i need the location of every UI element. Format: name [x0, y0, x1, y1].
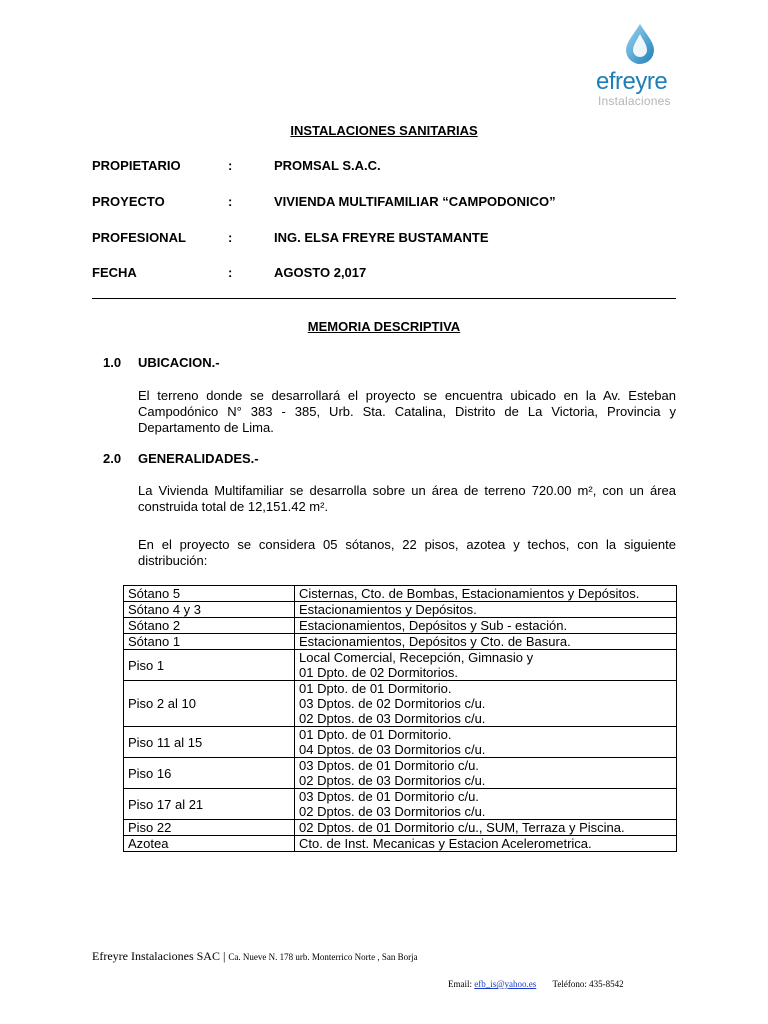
description-line: Local Comercial, Recepción, Gimnasio y	[299, 650, 534, 665]
section-title: GENERALIDADES.-	[138, 451, 259, 466]
description-line: Estacionamientos y Depósitos.	[299, 602, 477, 617]
footer-address: Ca. Nueve N. 178 urb. Monterrico Norte , San Borja	[228, 952, 418, 962]
level-cell: Sótano 4 y 3	[124, 602, 295, 618]
email-link[interactable]: efb_is@yahoo.es	[474, 979, 537, 989]
footer-company: Efreyre Instalaciones SAC |	[92, 949, 226, 963]
section-number: 2.0	[103, 451, 122, 466]
level-cell: Sótano 5	[124, 586, 295, 602]
level-cell: Piso 1	[124, 650, 295, 681]
footer-contact	[448, 979, 624, 989]
level-cell: Piso 16	[124, 758, 295, 789]
level-cell: Sótano 2	[124, 618, 295, 634]
description-cell	[295, 586, 677, 602]
table-row	[124, 634, 677, 650]
table-row	[124, 820, 677, 836]
description-line: Cisternas, Cto. de Bombas, Estacionamientos y Depósitos.	[299, 586, 640, 601]
description-line: 01 Dpto. de 01 Dormitorio.	[299, 681, 452, 696]
table-row	[124, 586, 677, 602]
section-title: UBICACION.-	[138, 355, 220, 370]
description-cell	[295, 602, 677, 618]
description-cell	[295, 618, 677, 634]
description-line: 03 Dptos. de 01 Dormitorio c/u.	[299, 758, 479, 773]
description-line: Estacionamientos, Depósitos y Cto. de Basura.	[299, 634, 571, 649]
table-row	[124, 650, 677, 681]
paragraph-distribucion: En el proyecto se considera 05 sótanos, 22 pisos, azotea y techos, con la siguiente distribución:	[138, 537, 676, 568]
description-cell	[295, 820, 677, 836]
description-cell	[295, 758, 677, 789]
document-title: INSTALACIONES SANITARIAS	[290, 123, 478, 138]
field-separator: :	[228, 194, 233, 209]
section-number: 1.0	[103, 355, 122, 370]
level-cell: Sótano 1	[124, 634, 295, 650]
description-cell	[295, 727, 677, 758]
level-cell: Piso 2 al 10	[124, 681, 295, 727]
description-cell	[295, 681, 677, 727]
logo-brand: efreyre	[596, 68, 668, 95]
distribution-table	[123, 585, 677, 852]
description-cell	[295, 650, 677, 681]
table-row	[124, 618, 677, 634]
description-line: 02 Dptos. de 01 Dormitorio c/u., SUM, Terraza y Piscina.	[299, 820, 625, 835]
description-cell	[295, 836, 677, 852]
paragraph-ubicacion: El terreno donde se desarrollará el proyecto se encuentra ubicado en la Av. Esteban Campodónico N° 383 - 385, Urb. Sta. Catalina, Distrito de La Victoria, Provincia y Departamento de Lima.	[138, 388, 676, 435]
field-value: VIVIENDA MULTIFAMILIAR “CAMPODONICO”	[274, 194, 556, 209]
water-drop-icon	[618, 22, 662, 66]
description-line: 02 Dptos. de 03 Dormitorios c/u.	[299, 711, 486, 726]
table-row	[124, 602, 677, 618]
table-row	[124, 727, 677, 758]
description-line: 04 Dptos. de 03 Dormitorios c/u.	[299, 742, 486, 757]
field-label: PROFESIONAL	[92, 230, 186, 245]
field-label: FECHA	[92, 265, 137, 280]
description-line: Estacionamientos, Depósitos y Sub - estación.	[299, 618, 568, 633]
phone-text: Teléfono: 435-8542	[552, 979, 624, 989]
table-row	[124, 758, 677, 789]
description-line: 01 Dpto. de 02 Dormitorios.	[299, 665, 458, 680]
table-row	[124, 836, 677, 852]
description-line: 01 Dpto. de 01 Dormitorio.	[299, 727, 452, 742]
company-logo	[590, 22, 690, 110]
field-value: PROMSAL S.A.C.	[274, 158, 381, 173]
description-cell	[295, 634, 677, 650]
logo-subtitle: Instalaciones	[598, 94, 671, 108]
table-row	[124, 789, 677, 820]
field-value: ING. ELSA FREYRE BUSTAMANTE	[274, 230, 489, 245]
divider-line	[92, 298, 676, 299]
description-line: 02 Dptos. de 03 Dormitorios c/u.	[299, 773, 486, 788]
field-separator: :	[228, 230, 233, 245]
paragraph-area: La Vivienda Multifamiliar se desarrolla sobre un área de terreno 720.00 m², con un área construida total de 12,151.42 m².	[138, 483, 676, 514]
field-value: AGOSTO 2,017	[274, 265, 367, 280]
description-line: 02 Dptos. de 03 Dormitorios c/u.	[299, 804, 486, 819]
description-line: 03 Dptos. de 02 Dormitorios c/u.	[299, 696, 486, 711]
field-separator: :	[228, 265, 233, 280]
description-cell	[295, 789, 677, 820]
level-cell: Azotea	[124, 836, 295, 852]
field-separator: :	[228, 158, 233, 173]
level-cell: Piso 17 al 21	[124, 789, 295, 820]
field-label: PROPIETARIO	[92, 158, 181, 173]
description-line: Cto. de Inst. Mecanicas y Estacion Acelerometrica.	[299, 836, 592, 851]
section-title-memoria: MEMORIA DESCRIPTIVA	[307, 319, 461, 334]
description-line: 03 Dptos. de 01 Dormitorio c/u.	[299, 789, 479, 804]
field-label: PROYECTO	[92, 194, 165, 209]
level-cell: Piso 22	[124, 820, 295, 836]
table-row	[124, 681, 677, 727]
footer-address-line	[92, 949, 418, 964]
level-cell: Piso 11 al 15	[124, 727, 295, 758]
email-label: Email:	[448, 979, 472, 989]
